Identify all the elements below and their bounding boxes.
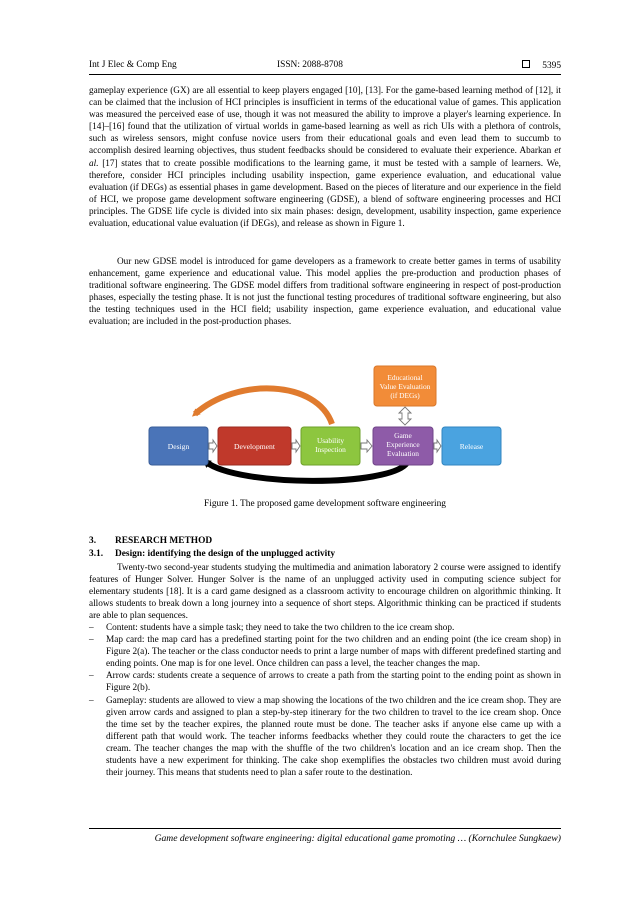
paragraph-1-text-a: gameplay experience (GX) are all essential to keep players engaged [10], [13]. For the game-based learning method of [12], it can be claimed that the inclusion of HCI principles is insufficient in terms of the educational value of games. This application was measured the perceived ease of use, though it was not measured the ability to improve a player's learning experience. In [14]–[16] found that the utilization of virtual worlds in game-based learning as well as rich UIs with a plethora of controls, such as wireless sensors, might confuse novice users from their educational goals and even lead them to succumb to accomplish desired learning objectives, thus student feedbacks should be considered to evaluate their experience. Abarkan — [89, 86, 561, 157]
subsection-heading — [89, 549, 335, 559]
paragraph-3 — [89, 562, 561, 622]
list-item — [89, 622, 561, 634]
list-item — [89, 634, 561, 670]
arrow-right-icon — [361, 440, 372, 452]
page-number: 5395 — [542, 61, 561, 71]
educational-label-2: Value Evaluation — [379, 382, 431, 391]
list-item — [89, 670, 561, 694]
arrow-right-icon — [292, 440, 300, 452]
bullet-dash: – — [89, 695, 94, 706]
running-footer: Game development software engineering: digital educational game promoting … (Kornchulee Sungkaew) — [154, 833, 561, 844]
usability-label-1: Usability — [316, 436, 345, 445]
release-label: Release — [459, 442, 484, 451]
game-experience-label-2: Experience — [386, 440, 420, 449]
bullet-dash: – — [89, 671, 94, 682]
gdse-diagram — [89, 362, 561, 484]
subsection-title: Design: identifying the design of the unplugged activity — [115, 549, 336, 559]
game-experience-label-1: Game — [394, 431, 412, 440]
bullet-dash: – — [89, 623, 94, 633]
paragraph-2-text: Our new GDSE model is introduced for game developers as a framework to create better games in terms of usability enhancement, game experience and educational value. This model applies the pre-production and production phases of traditional software engineering. The GDSE model differs from traditional software engineering in respect of post-production phases, especially the testing phase. It is not just the functional testing procedures of traditional software engineering, but also the testing techniques used in the HCI field; usability inspection, game experience evaluation, and educational value evaluation; are included in the post-production phases. — [89, 257, 561, 328]
paragraph-1-italic: et al. — [89, 146, 561, 169]
header-rule — [89, 74, 561, 75]
section-heading — [89, 536, 212, 546]
journal-name: Int J Elec & Comp Eng — [89, 60, 177, 70]
list-item-text: Content: students have a simple task; they need to take the two children to the ice cream shop. — [106, 623, 455, 633]
development-label: Development — [234, 442, 275, 451]
feature-list — [89, 622, 561, 779]
paragraph-3-text: Twenty-two second-year students studying the multimedia and animation laboratory 2 course were assigned to identify features of Hunger Solver. Hunger Solver is the name of an unplugged activity used in computing science subject for elementary students [18]. It is a card game designed as a classroom activity to encourage children on algorithmic thinking. It allows students to break down a long journey into a sequence of short steps. Algorithmic thinking can be practiced if students are able to plan sequences. — [89, 563, 561, 622]
list-item-text: Gameplay: students are allowed to view a map showing the locations of the two children and the ice cream shop. They are given arrow cards and assigned to plan a step-by-step itinerary for the two children to travel to the ice cream shop. Once the time set by the teacher expires, the planned route must be done. The teacher asks if anyone else came up with a different path that would work. The teacher informs feedbacks whether they could route the characters to get the ice cream. The teacher changes the map with the shuffle of the two children's location and an ice cream shop. Then the students have a new experiment for thinking. The cake shop exemplifies the obstacles two children must avoid during their journey. This means that students need to plan a safer route to the destination. — [106, 695, 561, 779]
up-down-arrow-icon — [399, 407, 411, 425]
running-header — [89, 60, 561, 74]
arrow-right-icon — [209, 440, 217, 452]
bullet-dash: – — [89, 635, 94, 646]
section-title: RESEARCH METHOD — [115, 536, 213, 546]
footer-rule — [89, 828, 561, 829]
list-item — [89, 695, 561, 780]
figure-1 — [89, 362, 561, 484]
arrow-right-icon — [434, 440, 441, 452]
paragraph-2 — [89, 256, 561, 329]
design-label: Design — [167, 442, 190, 451]
paragraph-1 — [89, 85, 561, 230]
list-item-text: Map card: the map card has a predefined starting point for the two children and an ending point (the ice cream shop) in Figure 2(a). The teacher or the class conductor needs to print a large number of maps with different predefined starting and ending points. One map is for one level. Once children can pass a level, the teacher changes the map. — [106, 635, 561, 670]
usability-label-2: Inspection — [315, 445, 346, 454]
figure-caption: Figure 1. The proposed game development software engineering — [204, 499, 446, 509]
feedback-arrow-orange — [195, 388, 332, 424]
issn: ISSN: 2088-8708 — [277, 60, 343, 70]
educational-label-1: Educational — [387, 373, 423, 382]
educational-label-3: (if DEGs) — [390, 391, 420, 400]
game-experience-label-3: Evaluation — [386, 449, 420, 458]
checkbox-icon — [522, 60, 530, 68]
list-item-text: Arrow cards: students create a sequence of arrows to create a path from the starting point to the ending point as shown in Figure 2(b). — [106, 671, 561, 694]
paragraph-1-text-b: [17] states that to create possible modifications to the learning game, it must be tested with a sample of learners. We, therefore, consider HCI principles including usability inspection, game experience evaluation, and educational value evaluation (if DEGs) as essential phases in game development. Based on the pieces of literature and our experience in the field of HCI, we propose game development software engineering (GDSE), a blend of software engineering processes and HCI principles. The GDSE life cycle is divided into six main phases: design, development, usability inspection, game experience evaluation, educational value evaluation (if DEGs), and release as shown in Figure 1. — [89, 158, 561, 230]
subsection-number: 3.1. — [89, 549, 104, 559]
page-number-group — [522, 60, 561, 71]
section-number: 3. — [89, 536, 97, 546]
